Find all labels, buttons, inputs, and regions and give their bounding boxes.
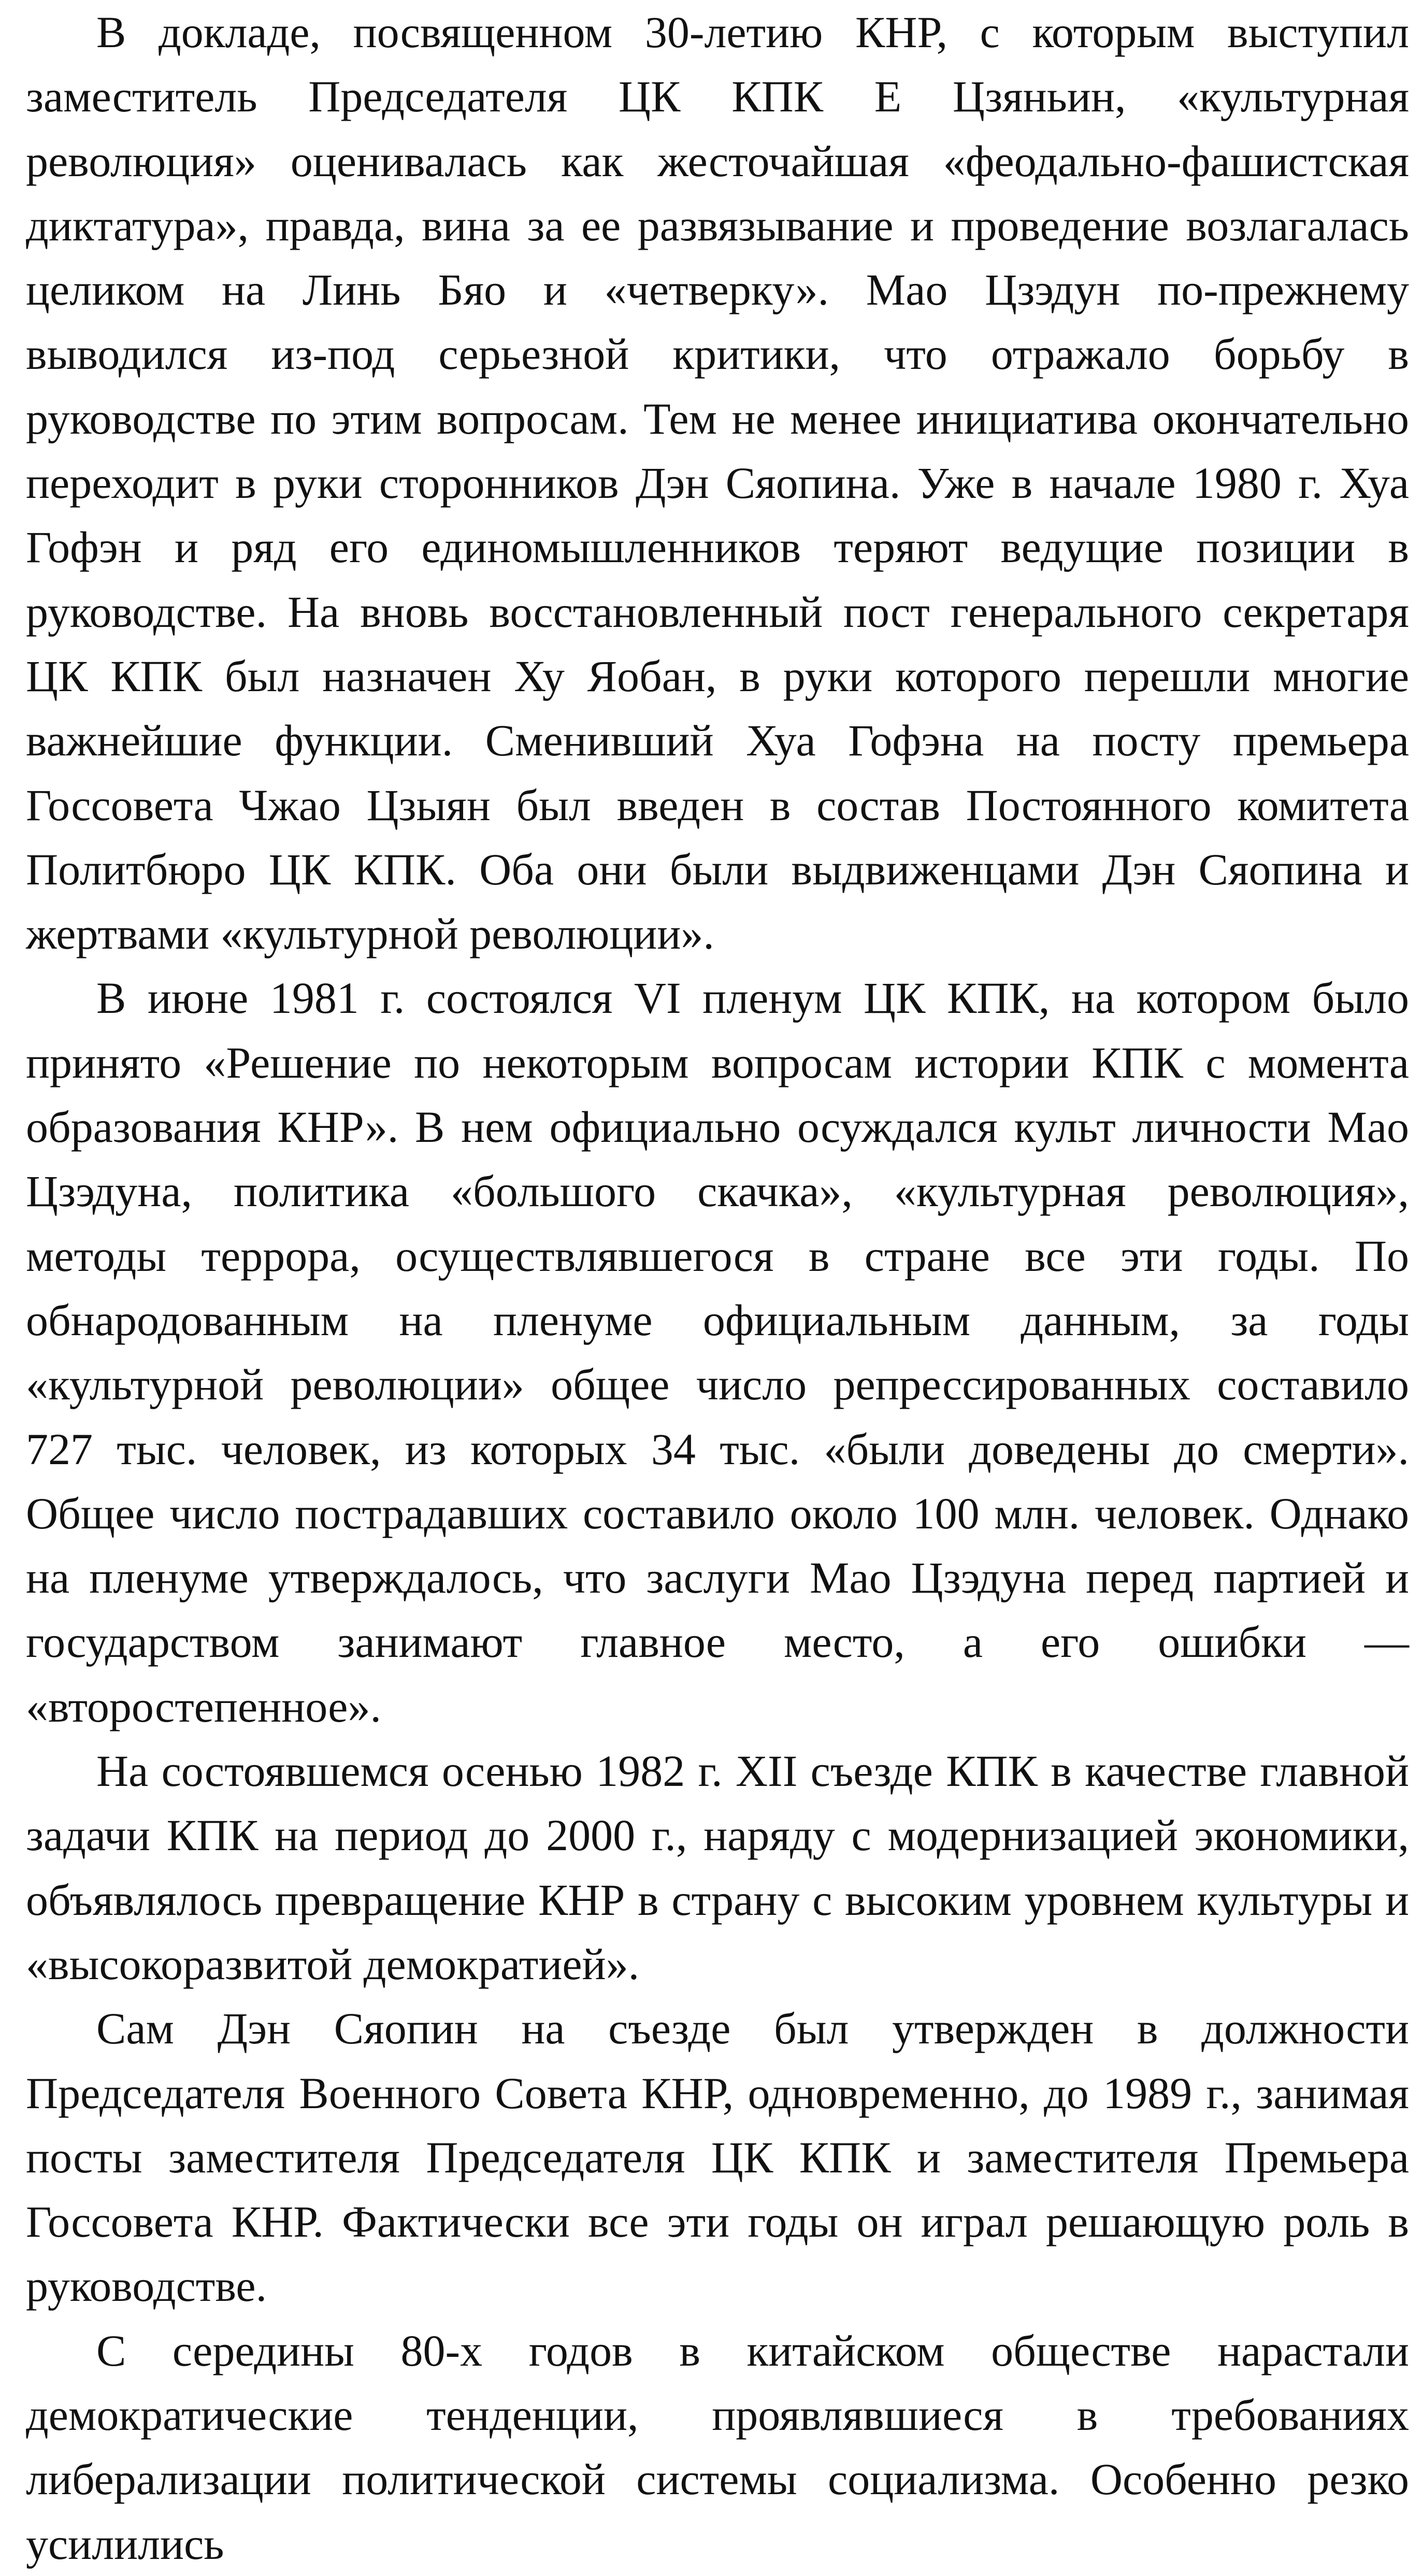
paragraph: В июне 1981 г. состоялся VI пленум ЦК КПК, на котором было принято «Решение по некоторым вопросам истории КПК с момента образования КНР». В нем официально осуждался культ личности Мао Цзэдуна, политика «большого скачка», «культурная революция», методы террора, осуществлявшегося в стране все эти годы. По обнародованным на пленуме официальным данным, за годы «культурной революции» общее число репрессированных составило 727 тыс. человек, из которых 34 тыс. «были доведены до смерти». Общее число пострадавших составило около 100 млн. человек. Однако на пленуме утверждалось, что заслуги Мао Цзэдуна перед партией и государством занимают главное место, а его ошибки — «второстепенное». — [26, 973, 1409, 1731]
paragraph: Сам Дэн Сяопин на съезде был утвержден в должности Председателя Военного Совета КНР, одновременно, до 1989 г., занимая посты заместителя Председателя ЦК КПК и заместителя Премьера Госсовета КНР. Фактически все эти годы он играл решающую роль в руководстве. — [26, 2003, 1409, 2311]
paragraph: В докладе, посвященном 30-летию КНР, с которым выступил заместитель Председателя ЦК КПК Е Цзяньин, «культурная революция» оценивалась как жесточайшая «феодально-фашистская диктатура», правда, вина за ее развязывание и проведение возлагалась целиком на Линь Бяо и «четверку». Мао Цзэдун по-прежнему выводился из-под серьезной критики, что отражало борьбу в руководстве по этим вопросам. Тем не менее инициатива окончательно переходит в руки сторонников Дэн Сяопина. Уже в начале 1980 г. Хуа Гофэн и ряд его единомышленников теряют ведущие позиции в руководстве. На вновь восстановленный пост генерального секретаря ЦК КПК был назначен Ху Яобан, в руки которого перешли многие важнейшие функции. Сменивший Хуа Гофэна на посту премьера Госсовета Чжао Цзыян был введен в состав Постоянного комитета Политбюро ЦК КПК. Оба они были выдвиженцами Дэн Сяопина и жертвами «культурной революции». — [26, 7, 1409, 959]
paragraph: На состоявшемся осенью 1982 г. XII съезде КПК в качестве главной задачи КПК на период до 2000 г., наряду с модернизацией экономики, объявлялось превращение КНР в страну с высоким уровнем культуры и «высокоразвитой демократией». — [26, 1746, 1409, 1989]
document-page — [26, 0, 1409, 2569]
paragraph: С середины 80-х годов в китайском обществе нарастали демократические тенденции, проявлявшиеся в требованиях либерализации политической системы социализма. Особенно резко усилились — [26, 2325, 1409, 2569]
